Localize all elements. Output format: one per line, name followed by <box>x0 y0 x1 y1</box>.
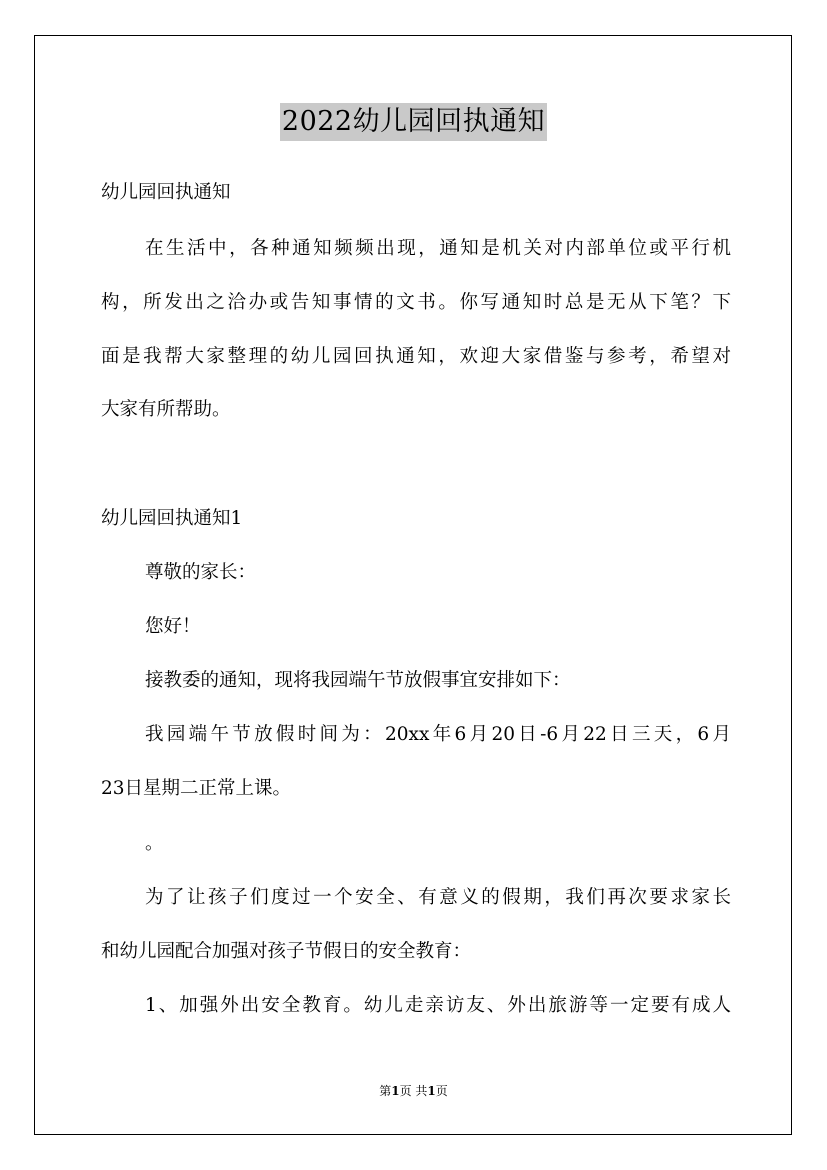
dot-line: 。 <box>145 833 164 854</box>
intro-line-1: 在生活中，各种通知频频出现，通知是机关对内部单位或平行机 <box>145 238 731 259</box>
intro-line-3: 面是我帮大家整理的幼儿园回执通知，欢迎大家借鉴与参考，希望对 <box>101 346 731 367</box>
intro-line-4: 大家有所帮助。 <box>101 399 231 420</box>
holiday-line-2: 23日星期二正常上课。 <box>101 778 292 799</box>
footer-page-suffix: 页 <box>435 1084 448 1098</box>
safety-line-2: 和幼儿园配合加强对孩子节假日的安全教育： <box>101 941 472 962</box>
section-heading: 幼儿园回执通知1 <box>101 508 243 529</box>
greeting: 您好！ <box>145 616 201 637</box>
holiday-line-1: 我园端午节放假时间为：20xx年6月20日-6月22日三天，6月 <box>145 724 731 745</box>
notice-intro: 接教委的通知，现将我园端午节放假事宜安排如下： <box>145 670 571 691</box>
item-1-line: 1、加强外出安全教育。幼儿走亲访友、外出旅游等一定要有成人 <box>145 995 731 1016</box>
footer-page-total: 1 <box>427 1084 436 1098</box>
salutation: 尊敬的家长： <box>145 562 257 583</box>
document-title: 2022幼儿园回执通知 <box>280 103 547 141</box>
footer-page-prefix: 第 <box>379 1084 392 1098</box>
subtitle: 幼儿园回执通知 <box>101 182 231 203</box>
intro-line-2: 构，所发出之洽办或告知事情的文书。你写通知时总是无从下笔？下 <box>101 292 731 313</box>
footer-page-mid: 页 共 <box>399 1084 428 1098</box>
footer-page-current: 1 <box>391 1084 400 1098</box>
page-footer <box>0 1083 827 1099</box>
title-container <box>0 103 827 141</box>
safety-line-1: 为了让孩子们度过一个安全、有意义的假期，我们再次要求家长 <box>145 887 731 908</box>
